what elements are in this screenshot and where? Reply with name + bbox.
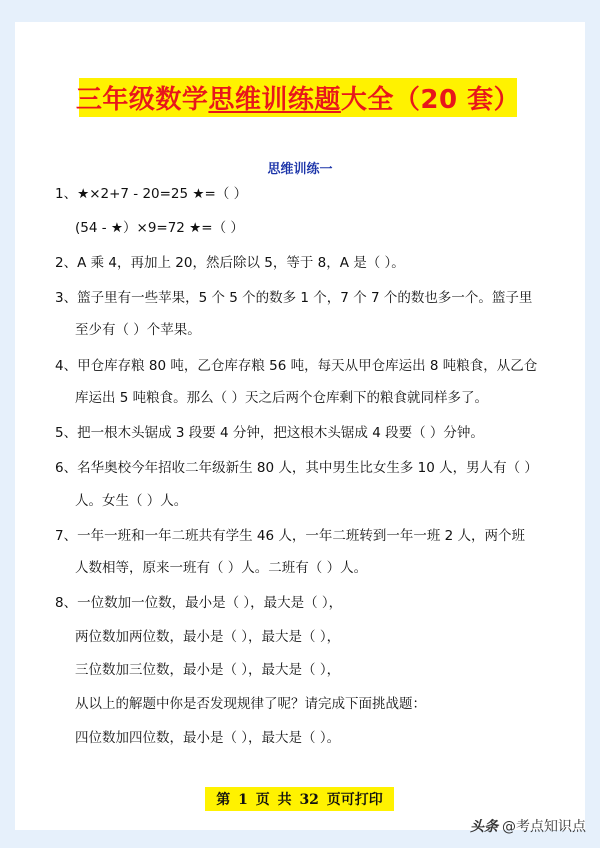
problem-line: 至少有（ ）个苹果。 xyxy=(75,322,201,338)
problem-line: 四位数加四位数，最小是（ ），最大是（ ）。 xyxy=(75,730,341,746)
problem-line: 4、甲仓库存粮 80 吨，乙仓库存粮 56 吨，每天从甲仓库运出 8 吨粮食，从乙仓 xyxy=(55,358,538,374)
watermark-handle: @考点知识点 xyxy=(502,819,586,835)
problem-line: 从以上的解题中你是否发现规律了呢？请完成下面挑战题： xyxy=(75,696,426,712)
problem-line: 人数相等，原来一班有（ ）人。二班有（ ）人。 xyxy=(75,560,368,576)
footer-banner xyxy=(205,787,394,811)
problem-line: 1、★×2+7 - 20=25 ★=（ ） xyxy=(55,186,248,202)
watermark xyxy=(470,816,586,836)
problem-line: 3、篮子里有一些苹果，5 个 5 个的数多 1 个，7 个 7 个的数也多一个。篮子里 xyxy=(55,290,533,306)
watermark-logo: 头条 xyxy=(470,819,498,835)
problem-line: 2、A 乘 4，再加上 20，然后除以 5，等于 8，A 是（ ）。 xyxy=(55,255,405,271)
problem-line: 库运出 5 吨粮食。那么（ ）天之后两个仓库剩下的粮食就同样多了。 xyxy=(75,390,488,406)
problem-line: 8、一位数加一位数，最小是（ ），最大是（ ）， xyxy=(55,595,343,611)
problem-line: (54 - ★）×9=72 ★=（ ） xyxy=(75,220,244,236)
page-title xyxy=(76,79,520,116)
problem-line: 5、把一根木头锯成 3 段要 4 分钟，把这根木头锯成 4 段要（ ）分钟。 xyxy=(55,425,484,441)
title-part-1: 三年级数学 xyxy=(75,85,209,115)
problem-line: 7、一年一班和一年二班共有学生 46 人，一年二班转到一年一班 2 人，两个班 xyxy=(55,528,526,544)
title-banner xyxy=(75,78,521,117)
problem-line: 两位数加两位数，最小是（ ），最大是（ ）， xyxy=(75,629,341,645)
page-footer: 第 1 页 共 32 页可打印 xyxy=(216,792,383,808)
problem-line: 三位数加三位数，最小是（ ），最大是（ ）， xyxy=(75,662,341,678)
title-part-2: 思维训练题 xyxy=(208,85,341,115)
problem-line: 6、名华奥校今年招收二年级新生 80 人，其中男生比女生多 10 人，男人有（ ） xyxy=(55,460,538,476)
section-title: 思维训练一 xyxy=(267,162,333,177)
problem-line: 人。女生（ ）人。 xyxy=(75,493,188,509)
title-part-3: 大全（20 套） xyxy=(340,85,521,115)
